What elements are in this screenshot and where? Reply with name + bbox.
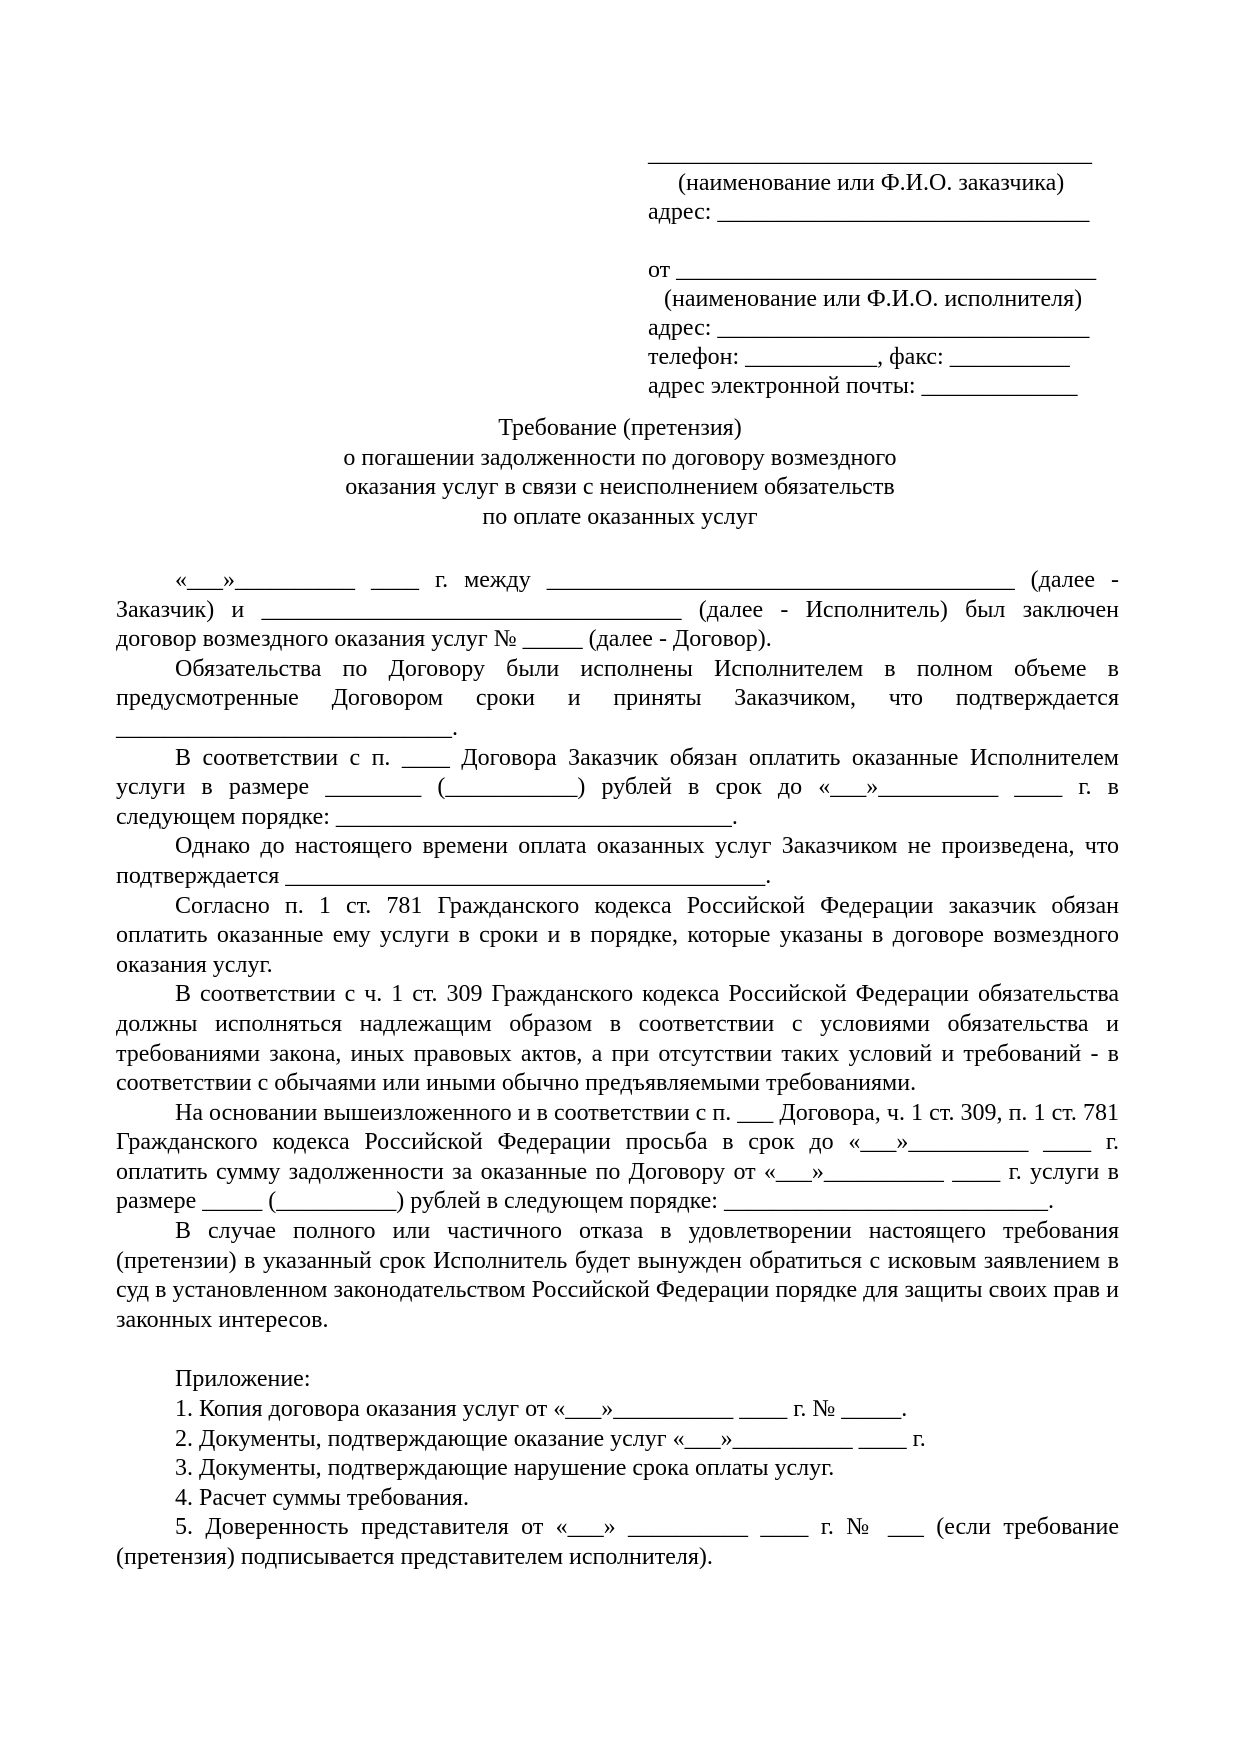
- blank-line: [648, 227, 1108, 256]
- contractor-address-line: адрес: _______________________________: [648, 315, 1090, 341]
- appendix-item: 3. Документы, подтверждающие нарушение срока оплаты услуг.: [175, 1455, 835, 1482]
- appendix-item: 2. Документы, подтверждающие оказание услуг «___»__________ ____ г.: [175, 1425, 926, 1452]
- paragraph-demand: На основании вышеизложенного и в соответствии с п. ___ Договора, ч. 1 ст. 309, п. 1 ст. 781 Гражданского кодекса Российской Федерации просьба в срок до «___»__________ ____ г. оплатить сумму задолженности за оказанные по Договору от «___»__________ ____ г. услуги в размере _____ (__________) рублей в следующем порядке: ___________________________.: [116, 1099, 1119, 1215]
- paragraph-article-309: В соответствии с ч. 1 ст. 309 Гражданского кодекса Российской Федерации обязательства должны исполняться надлежащим образом в соответствии с условиями обязательства и требованиями закона, иных правовых актов, а при отсутствии таких условий и требований - в соответствии с обычаями или иными обычно предъявляемыми требованиями.: [116, 981, 1119, 1097]
- title-line: Требование (претензия): [498, 415, 742, 441]
- document-title: [120, 414, 1120, 532]
- paragraph-contract-intro: «___»__________ ____ г. между _______________________________________ (далее - Заказчик) и ___________________________________ (далее - Исполнитель) был заключен договор возмездного оказания услуг № _____ (далее - Договор).: [116, 567, 1119, 653]
- appendix-item: 1. Копия договора оказания услуг от «___»__________ ____ г. № _____.: [175, 1396, 908, 1423]
- customer-name-line: _____________________________________: [648, 141, 1092, 167]
- paragraph-article-781: Согласно п. 1 ст. 781 Гражданского кодекса Российской Федерации заказчик обязан оплатить оказанные ему услуги в сроки и в порядке, которые указаны в договоре возмездного оказания услуг.: [116, 892, 1119, 978]
- contractor-name-caption: (наименование или Ф.И.О. исполнителя): [664, 286, 1083, 312]
- paragraph-court-warning: В случае полного или частичного отказа в удовлетворении настоящего требования (претензии) в указанный срок Исполнитель будет вынужден обратиться с исковым заявлением в суд в установленном законодательством Российской Федерации порядке для защиты своих прав и законных интересов.: [116, 1218, 1119, 1333]
- addressee-block: [648, 140, 1108, 401]
- appendix-item: 4. Расчет суммы требования.: [175, 1484, 469, 1511]
- appendix-item: 5. Доверенность представителя от «___» __________ ____ г. № ___ (если требование (претензия) подписывается представителем исполнителя).: [116, 1514, 1119, 1570]
- title-line: о погашении задолженности по договору возмездного: [343, 444, 897, 471]
- customer-name-caption: (наименование или Ф.И.О. заказчика): [678, 170, 1065, 196]
- contractor-phone-fax-line: телефон: ___________, факс: __________: [648, 344, 1070, 370]
- paragraph-obligations-fulfilled: Обязательства по Договору были исполнены Исполнителем в полном объеме в предусмотренные Договором сроки и приняты Заказчиком, что подтверждается ____________________________.: [116, 655, 1119, 741]
- title-line: оказания услуг в связи с неисполнением обязательств: [345, 474, 895, 500]
- title-line: по оплате оказанных услуг: [482, 503, 758, 530]
- paragraph-nonpayment: Однако до настоящего времени оплата оказанных услуг Заказчиком не произведена, что подтверждается ________________________________________.: [116, 833, 1119, 889]
- document-body: [116, 566, 1119, 1573]
- paragraph-payment-terms: В соответствии с п. ____ Договора Заказчик обязан оплатить оказанные Исполнителем услуги в размере ________ (___________) рублей в срок до «___»__________ ____ г. в следующем порядке: _________________________________.: [116, 744, 1119, 830]
- customer-address-line: адрес: _______________________________: [648, 199, 1090, 225]
- appendix-heading: Приложение:: [175, 1366, 311, 1393]
- section-spacer: [116, 1335, 1119, 1365]
- contractor-email-line: адрес электронной почты: _____________: [648, 373, 1078, 399]
- contractor-from-line: от ___________________________________: [648, 257, 1097, 283]
